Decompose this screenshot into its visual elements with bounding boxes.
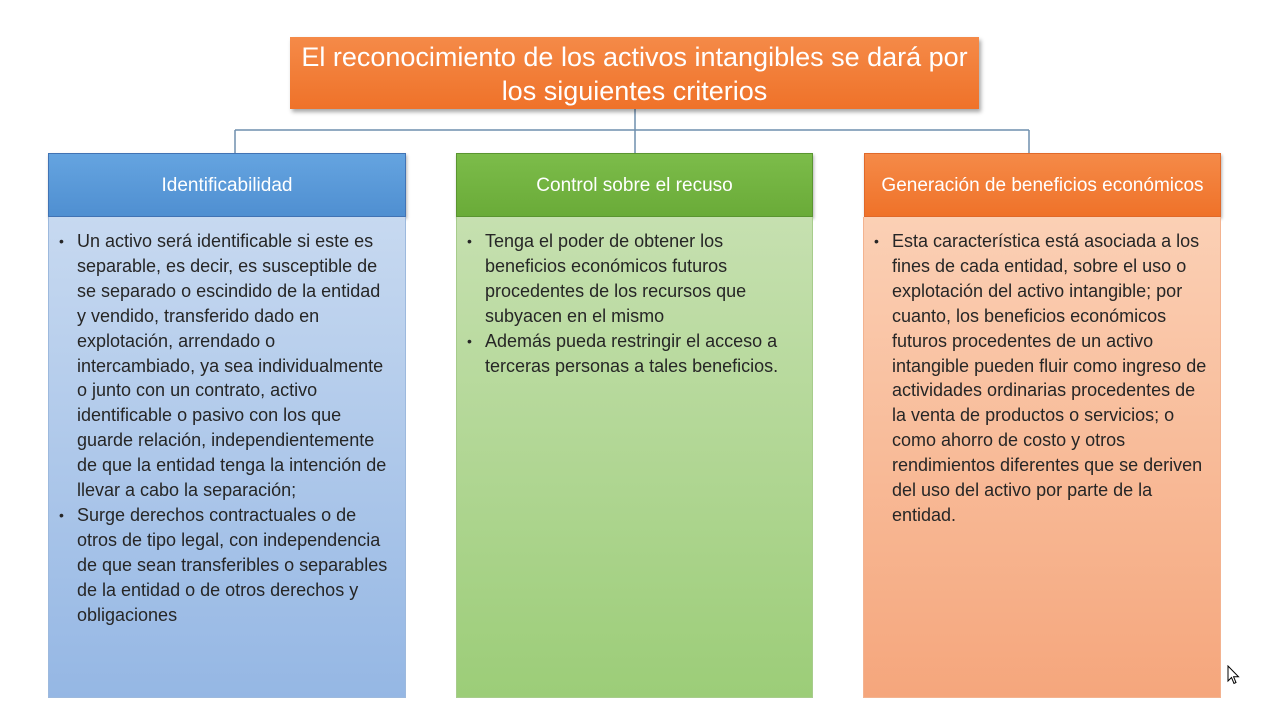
list-item-text: Un activo será identificable si este es separable, es decir, es susceptible de se separado o escindido de la entidad y vendido, transferido dado en explotación, arrendado o intercambiado, ya sea individualmente o junto con un contrato, activo identificable o pasivo con los que guarde relación, independientemente de que la entidad tenga la intención de llevar a cabo la separación;: [77, 231, 387, 501]
bullet-icon: •: [874, 233, 879, 249]
list-item-text: Surge derechos contractuales o de otros de tipo legal, con independencia de que sean transferibles o separables de la entidad o de otros derechos y obligaciones: [77, 504, 388, 625]
bullet-icon: •: [59, 506, 64, 523]
bullet-list: [59, 229, 393, 628]
column-header-identificabilidad: Identificabilidad: [48, 153, 406, 217]
bullet-icon: •: [59, 233, 64, 249]
column-header-control: Control sobre el recuso: [456, 153, 813, 217]
list-item: [467, 329, 800, 379]
column-header-beneficios: Generación de beneficios económicos: [864, 153, 1221, 217]
bullet-list: [874, 229, 1208, 528]
bullet-icon: •: [467, 332, 472, 349]
list-item: [874, 229, 1208, 528]
column-body-identificabilidad: [48, 217, 406, 698]
list-item: [59, 229, 393, 503]
column-body-beneficios: [863, 217, 1221, 698]
list-item: [467, 229, 800, 329]
list-item-text: Además pueda restringir el acceso a terceras personas a tales beneficios.: [485, 330, 779, 376]
column-body-control: [456, 217, 813, 698]
diagram-title: El reconocimiento de los activos intangibles se dará por los siguientes criterios: [290, 37, 979, 109]
mouse-pointer-icon: [1227, 665, 1240, 685]
list-item-text: Esta característica está asociada a los fines de cada entidad, sobre el uso o explotación del activo intangible; por cuanto, los beneficios económicos futuros procedentes de un activo intangible pueden fluir como ingreso de actividades ordinarias procedentes de la venta de productos o servicios; o como ahorro de costo y otros rendimientos diferentes que se deriven del uso del activo por parte de la entidad.: [892, 231, 1207, 525]
bullet-icon: •: [467, 233, 472, 249]
list-item: [59, 503, 393, 628]
list-item-text: Tenga el poder de obtener los beneficios económicos futuros procedentes de los recursos que subyacen en el mismo: [485, 231, 747, 326]
bullet-list: [467, 229, 800, 378]
